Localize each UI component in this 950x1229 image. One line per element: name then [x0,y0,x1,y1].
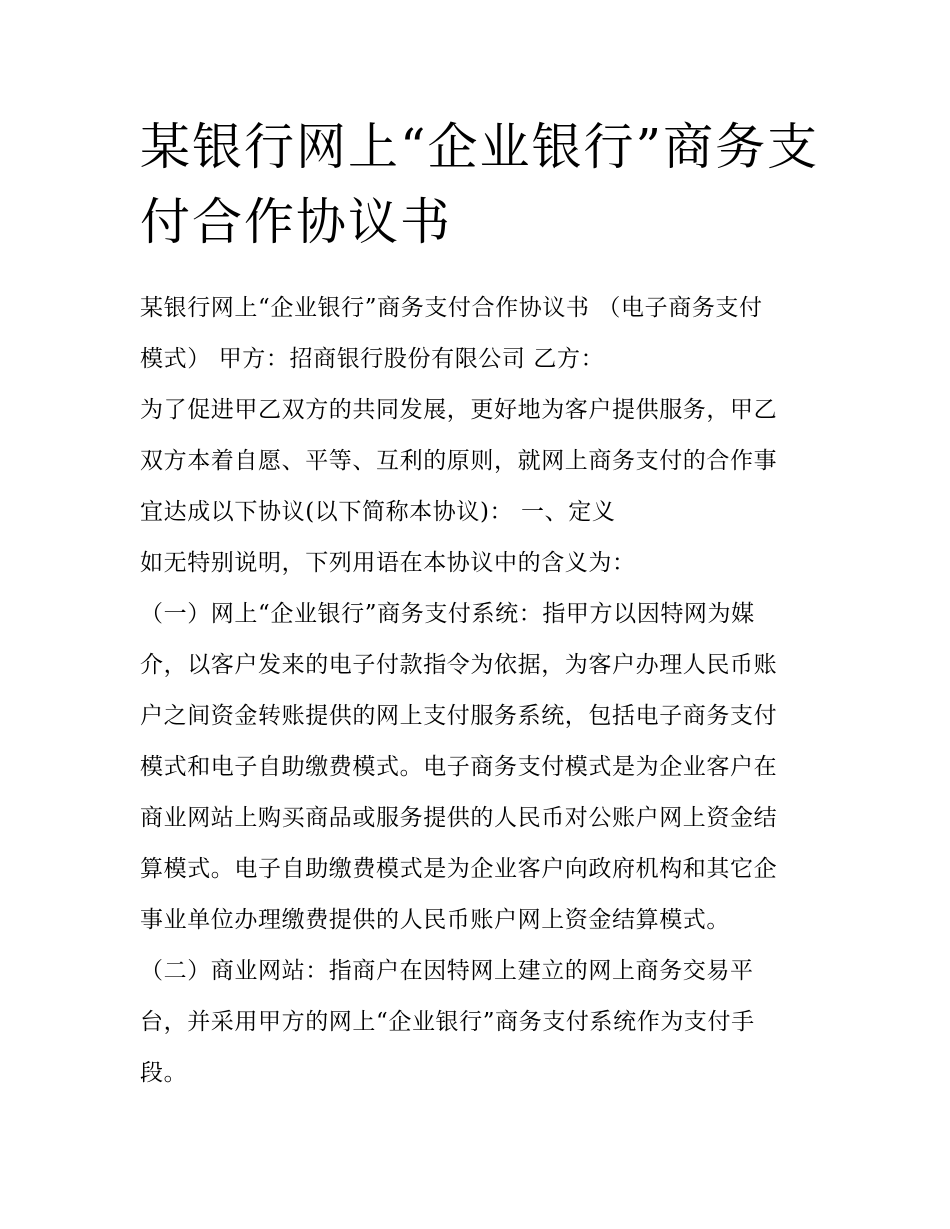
text-line: 双方本着自愿、平等、互利的原则，就网上商务支付的合作事 [140,448,778,474]
text-line: 事业单位办理缴费提供的人民币账户网上资金结算模式。 [140,907,730,933]
text-line: 介，以客户发来的电子付款指令为依据，为客户办理人民币账 [140,652,778,678]
text-line: 宜达成以下协议(以下简称本协议)： 一、定义 [140,499,616,525]
text-line: 为了促进甲乙双方的共同发展，更好地为客户提供服务，甲乙 [140,397,778,423]
paragraph-heading-parties [140,283,820,385]
document-page [140,110,820,1099]
text-line: 模式） 甲方：招商银行股份有限公司 乙方： [140,346,605,372]
text-line: 商业网站上购买商品或服务提供的人民币对公账户网上资金结 [140,805,778,831]
text-line: 台，并采用甲方的网上“企业银行”商务支付系统作为支付手 [140,1009,755,1035]
text-line: （一）网上“企业银行”商务支付系统：指甲方以因特网为媒 [140,601,755,627]
title-line: 某银行网上“企业银行”商务支 [140,118,820,176]
text-line: 户之间资金转账提供的网上支付服务系统，包括电子商务支付 [140,703,778,729]
text-line: （二）商业网站：指商户在因特网上建立的网上商务交易平 [140,958,754,984]
text-line: 模式和电子自助缴费模式。电子商务支付模式是为企业客户在 [140,754,778,780]
text-line: 段。 [140,1060,188,1086]
paragraph-preamble [140,385,820,538]
paragraph-definition-2 [140,946,820,1099]
paragraph-definitions-intro [140,538,820,589]
document-body [140,283,820,1099]
document-title [140,110,820,260]
text-line: 如无特别说明，下列用语在本协议中的含义为： [140,550,636,576]
text-line: 算模式。电子自助缴费模式是为企业客户向政府机构和其它企 [140,856,778,882]
title-line: 付合作协议书 [140,193,452,251]
text-line: 某银行网上“企业银行”商务支付合作协议书 （电子商务支付 [140,295,763,321]
paragraph-definition-1 [140,589,820,946]
